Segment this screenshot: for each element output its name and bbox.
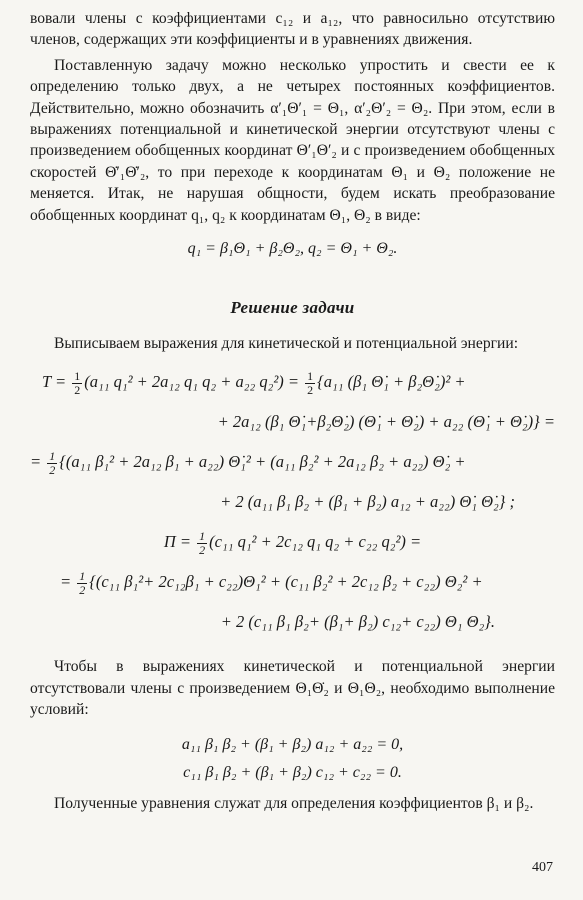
energy-equations <box>30 362 555 642</box>
conditions <box>30 731 555 787</box>
page-number: 407 <box>532 860 553 875</box>
condition-2: c₁₁ β₁ β₂ + (β₁ + β₂) c₁₂ + c₂₂ = 0. <box>183 763 402 781</box>
fraction-half: $\frac{1}{2}$ <box>79 569 86 597</box>
fraction-half: $\frac{1}{2}$ <box>49 449 56 477</box>
potential-line-1: Π = $\frac{1}{2}$ (c₁₁ q₁² + 2c₁₂ q₁ q₂ + c₂₂ q₂²) = <box>163 529 422 557</box>
kinetic-line-4: + 2 (a₁₁ β₁ β₂ + (β₁ + β₂) a₁₂ + a₂₂) Θ̇₁ Θ̇₂} ; <box>220 492 515 512</box>
condition-1: a₁₁ β₁ β₂ + (β₁ + β₂) a₁₂ + a₂₂ = 0, <box>181 735 404 753</box>
paragraph-simplification: Поставленную задачу можно несколько упростить и свести ее к определению только двух, а не четырех постоянных коэффициентов. Действительно, можно обозначить α′₁Θ′₁ = Θ₁, α′₂Θ′₂ = Θ₂. При этом, если в выражениях потенциальной и кинетической энергии отсутствуют члены с произведением обобщенных координат Θ′₁Θ′₂ и с произведением обобщенных скоростей Θ̇′₁Θ̇′₂, то при переходе к координатам Θ₁ и Θ₂ положение не меняется. Итак, не нарушая общности, будем искать преобразование обобщенных координат q₁, q₂ к координатам Θ₁, Θ₂ в виде: <box>30 56 555 224</box>
paragraph-energy-intro: Выписываем выражения для кинетической и потенциальной энергии: <box>54 334 519 352</box>
kinetic-line-2: + 2a₁₂ (β₁ Θ̇₁+β₂Θ̇₂) (Θ̇₁ + Θ̇₂) + a₂₂ (Θ̇₁ + Θ̇₂)} = <box>217 412 555 432</box>
transform-equation: q₁ = β₁Θ₁ + β₂Θ₂, q₂ = Θ₁ + Θ₂. <box>187 240 398 258</box>
potential-line-2: = $\frac{1}{2}$ {(c₁₁ β₁²+ 2c₁₂β₁ + c₂₂)Θ₁² + (c₁₁ β₂² + 2c₁₂ β₂ + c₂₂) Θ₂² + <box>60 569 483 597</box>
page-body <box>30 8 555 814</box>
kinetic-lhs: T = <box>42 372 71 392</box>
potential-line-3: + 2 (c₁₁ β₁ β₂+ (β₁+ β₂) c₁₂+ c₂₂) Θ₁ Θ₂}. <box>220 612 495 632</box>
fraction-half: $\frac{1}{2}$ <box>199 529 206 557</box>
paragraph-conclusion: Полученные уравнения служат для определения коэффициентов β₁ и β₂. <box>54 794 534 812</box>
kinetic-line-1: T = $\frac{1}{2}$ (a₁₁ q₁² + 2a₁₂ q₁ q₂ + a₂₂ q₂²) = $\frac{1}{2}$ {a₁₁ (β₁ Θ̇₁ + β₂Θ̇₂)² + <box>42 369 466 397</box>
paragraph-conditions-intro: Чтобы в выражениях кинетической и потенциальной энергии отсутствовали члены с произведением Θ₁Θ̇₂ и Θ₁Θ₂, необходимо выполнение условий: <box>30 658 555 719</box>
paragraph-continuation: вовали члены с коэффициентами c₁₂ и a₁₂, что равносильно отсутствию членов, содержащих эти коэффициенты и в уравнениях движения. <box>30 10 555 49</box>
kinetic-line-3: = $\frac{1}{2}$ {(a₁₁ β₁² + 2a₁₂ β₁ + a₂₂) Θ̇₁² + (a₁₁ β₂² + 2a₁₂ β₂ + a₂₂) Θ̇₂ + <box>30 449 466 477</box>
section-heading: Решение задачи <box>230 298 355 318</box>
fraction-half: $\frac{1}{2}$ <box>307 369 314 397</box>
fraction-half: $\frac{1}{2}$ <box>74 369 81 397</box>
